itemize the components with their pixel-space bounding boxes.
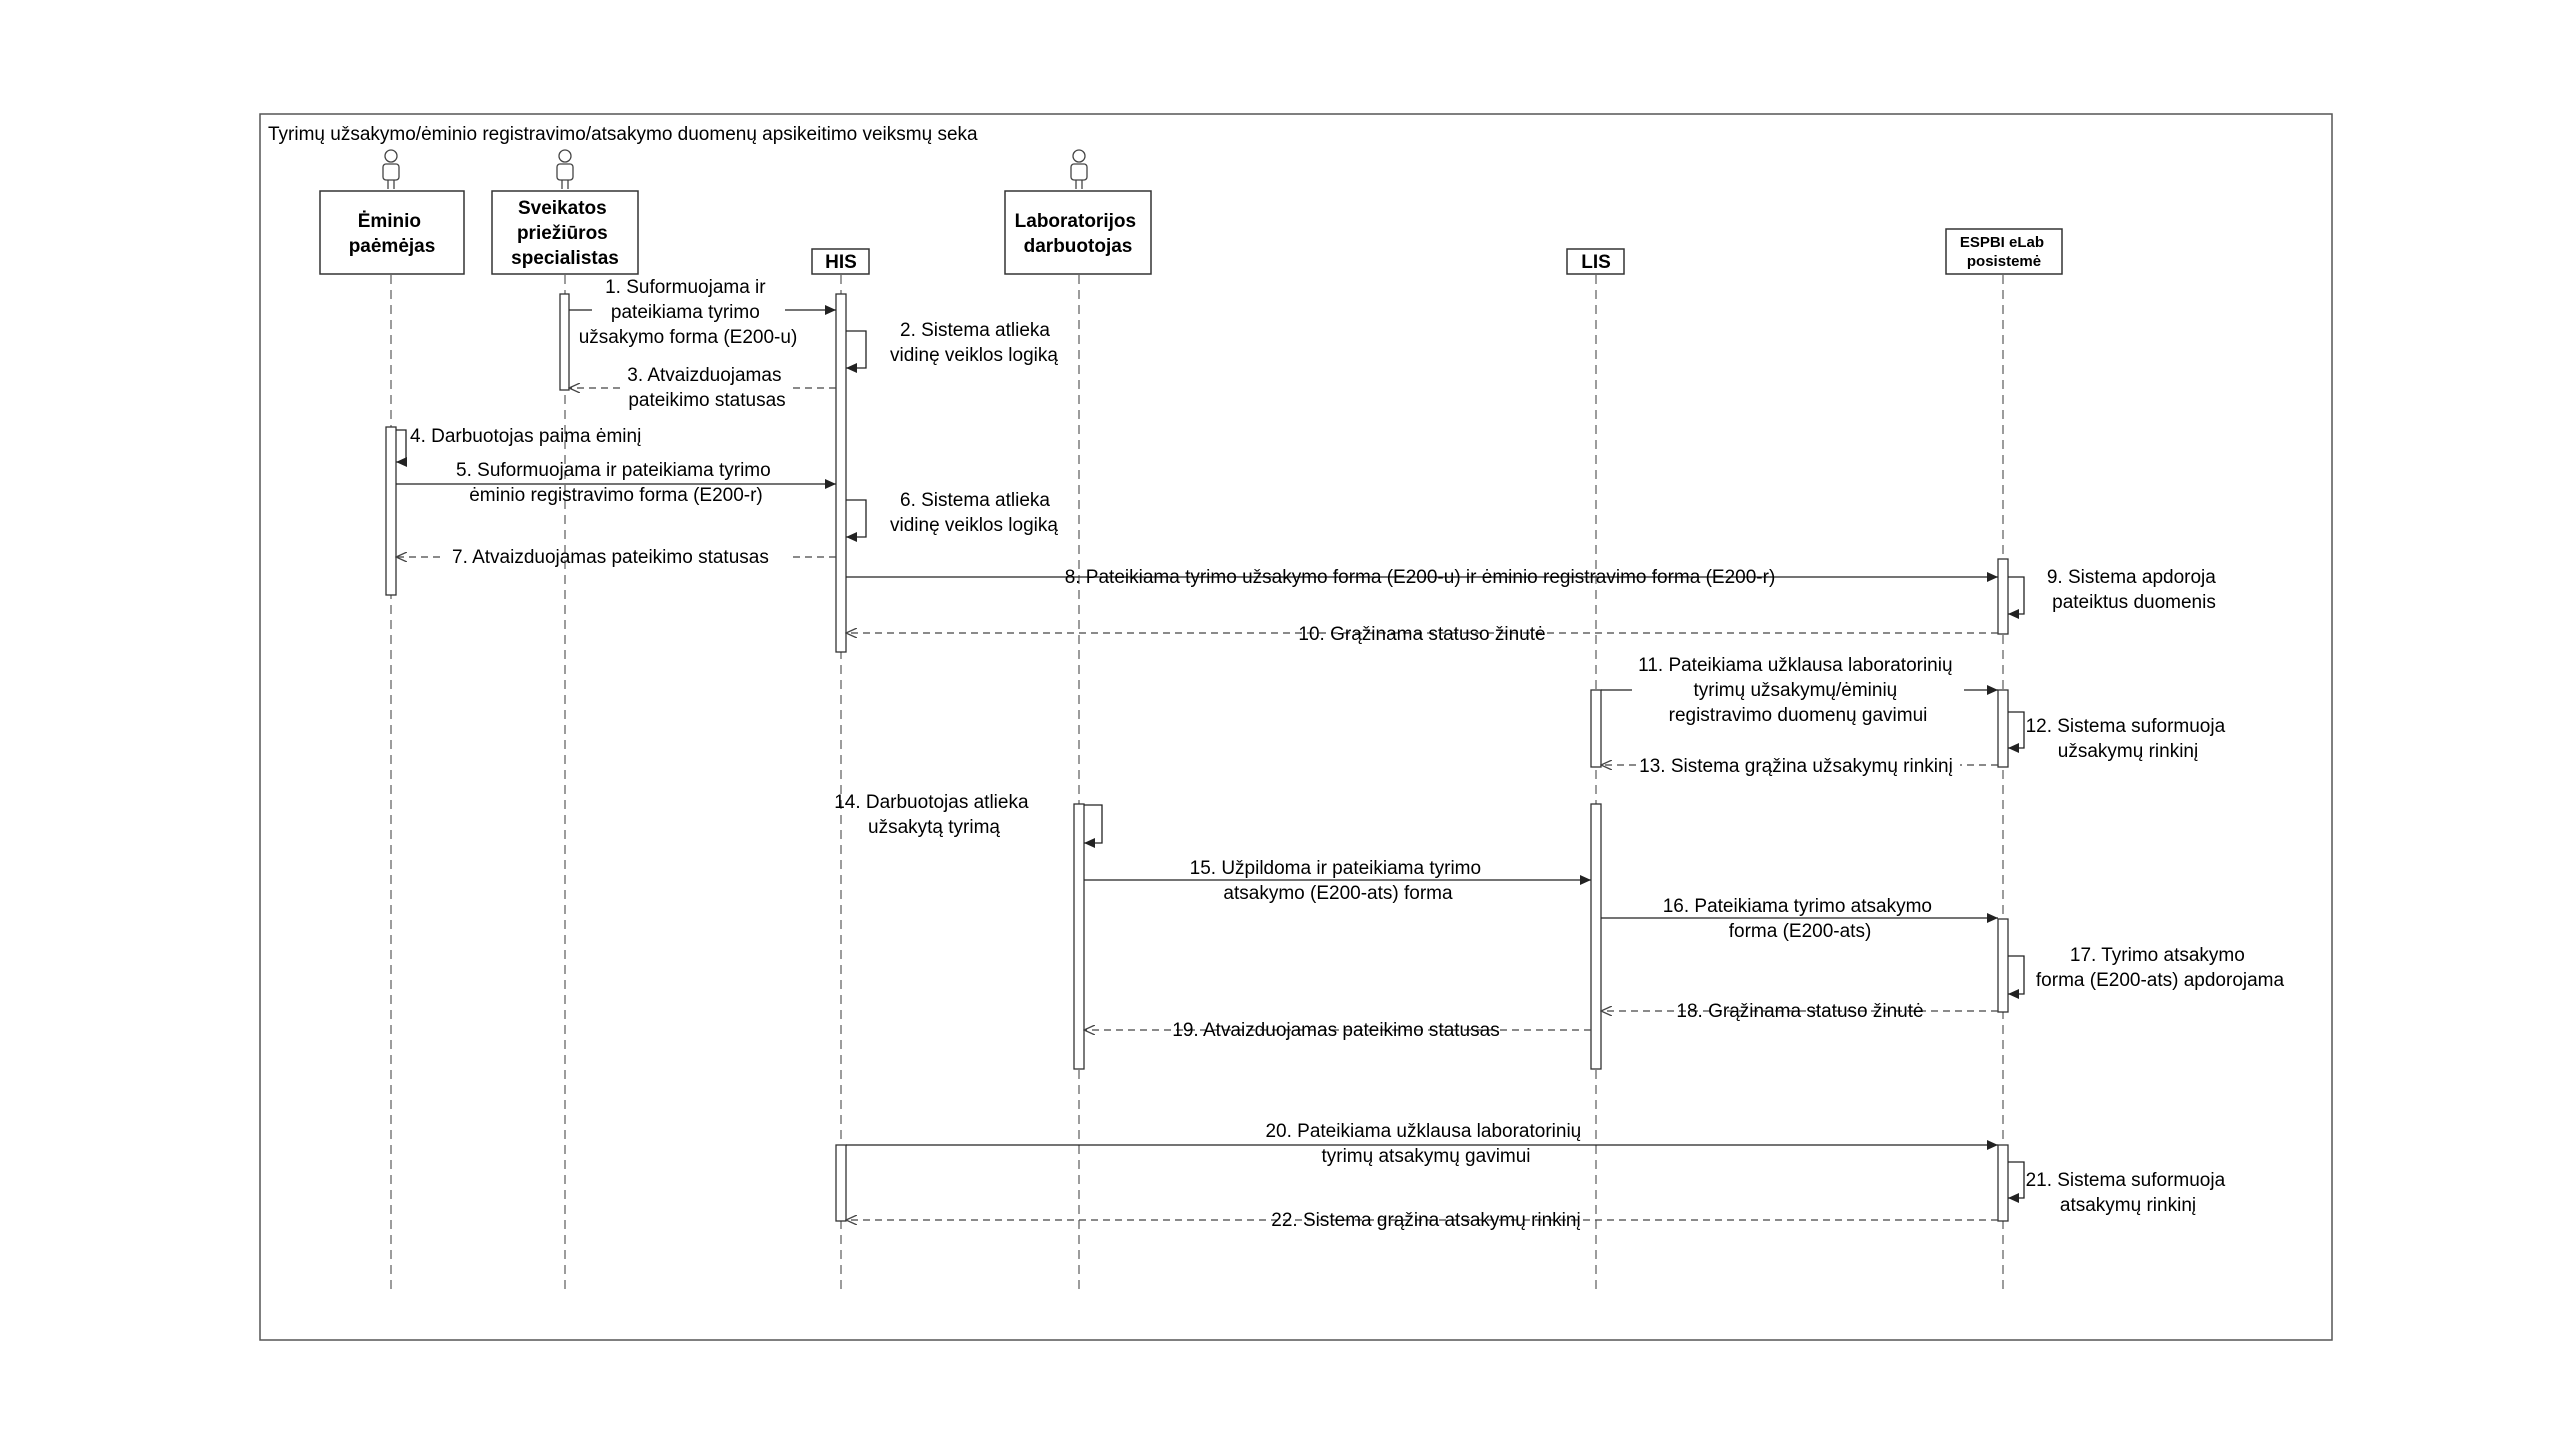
activation-bar — [1998, 919, 2008, 1012]
activation-bar — [560, 294, 569, 390]
participant-laborantas-box — [1005, 191, 1151, 274]
message-13-label: 13. Sistema grąžina užsakymų rinkinį — [1639, 756, 1953, 777]
message-21-arrow — [2008, 1162, 2024, 1198]
activation-bar — [1591, 690, 1601, 767]
participant-his-label: HIS — [825, 252, 857, 273]
message-1-label: 1. Suformuojama ir pateikiama tyrimo užsakymo forma (E200-u) — [578, 277, 798, 348]
person-icon — [1071, 150, 1087, 189]
activation-bar — [1074, 804, 1084, 1069]
message-9-label: 9. Sistema apdoroja pateiktus duomenis — [2046, 567, 2216, 613]
message-11-label: 11. Pateikiama užklausa laboratorinių tyrimų užsakymų/ėminių registravimo duomenų gavimui — [1638, 655, 1953, 726]
message-4-label: 4. Darbuotojas paima ėminį — [410, 426, 642, 447]
message-17-arrow — [2008, 956, 2024, 994]
participant-specialistas-label: Sveikatos priežiūros specialistas — [511, 198, 619, 269]
message-15-label: 15. Užpildoma ir pateikiama tyrimo atsakymo (E200-ats) forma — [1189, 858, 1482, 904]
message-20-label: 20. Pateikiama užklausa laboratorinių tyrimų atsakymų gavimui — [1265, 1121, 1582, 1167]
message-18-label: 18. Grąžinama statuso žinutė — [1676, 1001, 1924, 1022]
activation-bar — [386, 427, 396, 595]
participant-paemejas-box — [320, 191, 464, 274]
message-17-label: 17. Tyrimo atsakymo forma (E200-ats) apdorojama — [2035, 945, 2285, 991]
activation-bar — [1998, 690, 2008, 767]
message-10-label: 10. Grąžinama statuso žinutė — [1298, 624, 1546, 645]
activation-bar — [836, 294, 846, 652]
message-22-label: 22. Sistema grąžina atsakymų rinkinį — [1271, 1210, 1581, 1231]
message-6-arrow — [846, 500, 866, 537]
message-14-label: 14. Darbuotojas atlieka užsakytą tyrimą — [834, 792, 1029, 838]
message-8-label: 8. Pateikiama tyrimo užsakymo forma (E200-u) ir ėminio registravimo forma (E200-r) — [1064, 567, 1776, 588]
participant-laborantas-label: Laboratorijos darbuotojas — [1014, 211, 1137, 257]
message-14-arrow — [1084, 805, 1102, 843]
person-icon — [557, 150, 573, 189]
participant-espbi-label: ESPBI eLab posistemė — [1959, 234, 2045, 270]
activation-bar — [836, 1145, 846, 1221]
diagram-frame — [260, 114, 2332, 1340]
message-6-label: 6. Sistema atlieka vidinę veiklos logiką — [890, 490, 1058, 536]
participant-paemejas-label: Ėminio paėmėjas — [348, 211, 436, 257]
message-12-arrow — [2008, 712, 2024, 748]
activation-bar — [1998, 559, 2008, 634]
activation-bar — [1998, 1145, 2008, 1221]
message-12-label: 12. Sistema suformuoja užsakymų rinkinį — [2025, 716, 2226, 762]
message-2-label: 2. Sistema atlieka vidinę veiklos logiką — [890, 320, 1058, 366]
message-19-label: 19. Atvaizduojamas pateikimo statusas — [1172, 1020, 1500, 1041]
message-21-label: 21. Sistema suformuoja atsakymų rinkinį — [2025, 1170, 2226, 1216]
participant-lis-label: LIS — [1581, 252, 1611, 273]
message-16-label: 16. Pateikiama tyrimo atsakymo forma (E200-ats) — [1662, 896, 1932, 942]
message-5-label: 5. Suformuojama ir pateikiama tyrimo ėminio registravimo forma (E200-r) — [456, 460, 771, 506]
message-7-label: 7. Atvaizduojamas pateikimo statusas — [452, 547, 769, 568]
message-3-label: 3. Atvaizduojamas pateikimo statusas — [627, 365, 786, 411]
message-9-arrow — [2008, 577, 2024, 614]
message-2-arrow — [846, 331, 866, 368]
message-4-arrow — [396, 430, 406, 462]
activation-bar — [1591, 804, 1601, 1069]
diagram-title: Tyrimų užsakymo/ėminio registravimo/atsakymo duomenų apsikeitimo veiksmų seka — [268, 124, 978, 145]
person-icon — [383, 150, 399, 189]
